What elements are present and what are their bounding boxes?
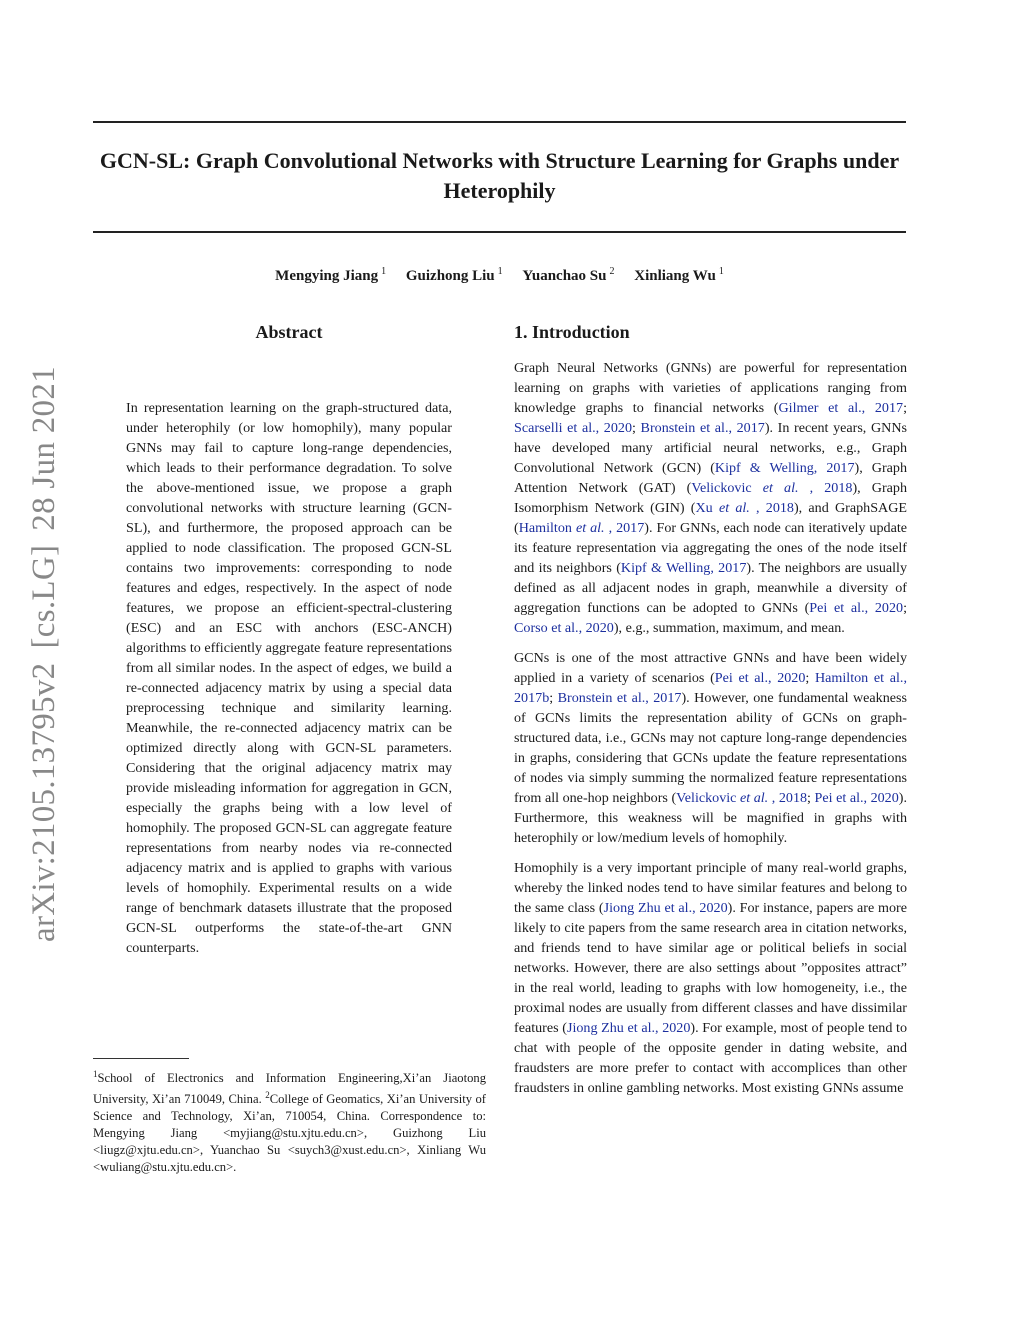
author: Mengying Jiang $^1$ xyxy=(275,266,387,284)
paragraph: GCNs is one of the most attractive GNNs and have been widely applied in a variety of scenarios (Pei et al., 2020; Hamilton et al., 2017b; Bronstein et al., 2017). However, one fundamental weakness of GCNs limits the representation ability of GCNs on graph-structured data, i.e., GCNs may not capture long-range dependencies in graphs, considering that GCNs update the feature representations of nodes via simply summing the normalized feature representations from all one-hop neighbors (Velickovic et al. , 2018; Pei et al., 2020). Furthermore, this weakness will be magnified in graphs with heterophily or low/medium levels of homophily. xyxy=(514,650,907,846)
citation-link[interactable]: Velickovic et al. , 2018 xyxy=(691,480,853,496)
citation-link[interactable]: Pei et al., 2020 xyxy=(809,600,904,616)
citation-link[interactable]: Bronstein et al., 2017 xyxy=(557,690,682,706)
citation-link[interactable]: Hamilton et al. , 2017 xyxy=(518,520,645,536)
arxiv-date: 28 Jun 2021 xyxy=(26,366,62,531)
citation-link[interactable]: Pei et al., 2020 xyxy=(714,670,806,686)
paragraph: Homophily is a very important principle of many real-world graphs, whereby the linked nodes tend to have similar features and belong to the same class (Jiong Zhu et al., 2020). For instance, papers are more likely to cite papers from the same research area in citation networks, and friends tend to have similar age or political beliefs in social networks. However, there are also settings about ”opposites attract” in the real world, leading to graphs with low homogeneity, i.e., the proximal nodes are usually from different classes and have dissimilar features (Jiong Zhu et al., 2020). For example, most of people tend to chat with people of the opposite gender in dating website, and fraudsters are more prefer to contact with accomplices than other fraudsters in online gambling networks. Most existing GNNs assume xyxy=(514,860,908,1096)
citation-link[interactable]: Xu et al. , 2018 xyxy=(695,500,794,516)
abstract-heading: Abstract xyxy=(255,322,323,342)
arxiv-stamp xyxy=(26,362,63,942)
section-heading-introduction: 1. Introduction xyxy=(514,322,630,342)
author-list xyxy=(93,266,906,285)
citation-link[interactable]: Hamilton et al., 2017b xyxy=(514,670,907,706)
citation-link[interactable]: Bronstein et al., 2017 xyxy=(640,420,765,436)
arxiv-id: arXiv:2105.13795v2 xyxy=(26,662,62,942)
citation-link[interactable]: Jiong Zhu et al., 2020 xyxy=(603,900,728,916)
citation-link[interactable]: Kipf & Welling, 2017 xyxy=(620,560,747,576)
citation-link[interactable]: Corso et al., 2020 xyxy=(514,620,614,636)
affiliation-footnote: $^1$School of Electronics and Information Engineering,Xi’an Jiaotong University, Xi’an 710049, China. $^2$College of Geomatics, Xi’an University of Science and Technology, Xi’an, 710054, China. Correspondence to: Mengying Jiang <myjiang@stu.xjtu.edu.cn>, Guizhong Liu <liugz@xjtu.edu.cn>, Yuanchao Su <suych3@xust.edu.cn>, Xinliang Wu <wuliang@stu.xjtu.edu.cn>. xyxy=(93,1069,486,1175)
abstract-text: In representation learning on the graph-structured data, under heterophily (or low homophily), many popular GNNs may fail to capture long-range dependencies, which leads to their performance degradation. To solve the above-mentioned issue, we propose a graph convolutional networks with structure learning (GCN-SL), and furthermore, the proposed approach can be applied to node classification. The proposed GCN-SL contains two improvements: corresponding to node features and edges, respectively. In the aspect of node features, we propose an efficient-spectral-clustering (ESC) and an ESC with anchors (ESC-ANCH) algorithms to efficiently aggregate feature representations from all similar nodes. In the aspect of edges, we build a re-connected adjacency matrix by using a special data preprocessing technique and similarity learning. Meanwhile, the re-connected adjacency matrix can be optimized directly along with GCN-SL parameters. Considering that the original adjacency matrix may provide misleading information for aggregation in GCN, especially the graphs being with a low level of homophily. The proposed GCN-SL can aggregate feature representations from nearby nodes via re-connected adjacency matrix and is applied to graphs with various levels of homophily. Experimental results on a wide range of benchmark datasets illustrate that the proposed GCN-SL outperforms the state-of-the-art GNN counterparts. xyxy=(126,400,452,956)
paragraph: Graph Neural Networks (GNNs) are powerful for representation learning on graphs with varieties of applications ranging from knowledge graphs to financial networks (Gilmer et al., 2017; Scarselli et al., 2020; Bronstein et al., 2017). In recent years, GNNs have developed many artificial neural networks, e.g., Graph Convolutional Network (GCN) (Kipf & Welling, 2017), Graph Attention Network (GAT) (Velickovic et al. , 2018), Graph Isomorphism Network (GIN) (Xu et al. , 2018), and GraphSAGE (Hamilton et al. , 2017). For GNNs, each node can iteratively update its feature representation via aggregating the ones of the node itself and its neighbors (Kipf & Welling, 2017). The neighbors are usually defined as all adjacent nodes in graph, meanwhile a diversity of aggregation functions can be adopted to GNNs (Pei et al., 2020; Corso et al., 2020), e.g., summation, maximum, and mean. xyxy=(514,360,908,636)
citation-link[interactable]: Gilmer et al., 2017 xyxy=(778,400,904,416)
title-rule-bottom xyxy=(93,231,906,233)
arxiv-category: [cs.LG] xyxy=(26,544,62,649)
author: Guizhong Liu $^1$ xyxy=(405,266,503,284)
citation-link[interactable]: Scarselli et al., 2020 xyxy=(514,420,632,436)
citation-link[interactable]: Kipf & Welling, 2017 xyxy=(714,460,855,476)
footnote-rule xyxy=(93,1058,189,1059)
citation-link[interactable]: Velickovic et al. , 2018 xyxy=(676,790,808,806)
introduction-body xyxy=(514,358,907,1108)
citation-link[interactable]: Pei et al., 2020 xyxy=(814,790,899,806)
paper-title: GCN-SL: Graph Convolutional Networks with Structure Learning for Graphs under Heterophily xyxy=(99,148,900,203)
author: Xinliang Wu $^1$ xyxy=(634,266,724,284)
citation-link[interactable]: Jiong Zhu et al., 2020 xyxy=(566,1020,691,1036)
title-rule-top xyxy=(93,121,906,123)
author: Yuanchao Su $^2$ xyxy=(522,266,615,284)
